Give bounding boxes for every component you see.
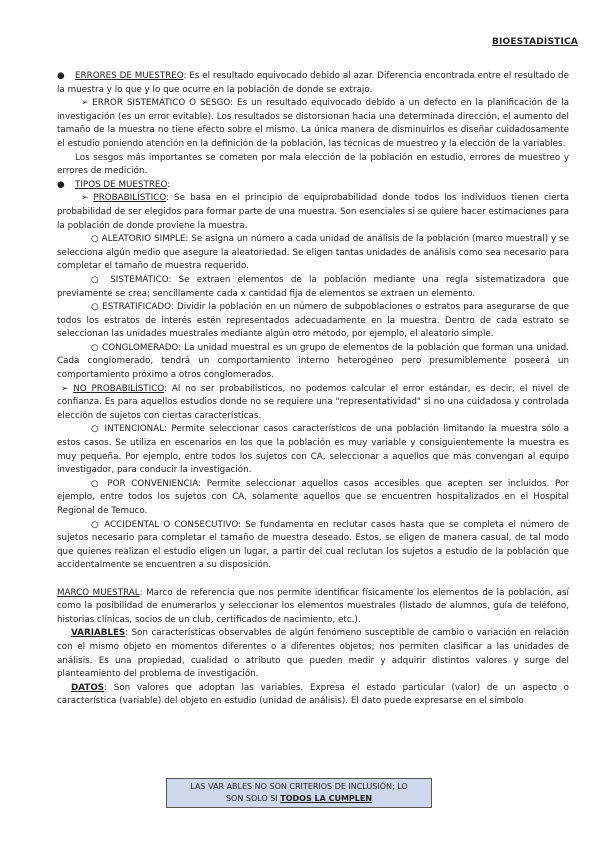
spacer: [57, 573, 569, 587]
page-header-title: BIOESTADÍSTICA: [491, 37, 578, 47]
arrow-icon: ➢: [81, 193, 94, 204]
datos-paragraph: [57, 682, 569, 709]
tipos-colon: :: [167, 179, 171, 190]
no-probabilistico-title: NO PROBABILÍSTICO: [73, 383, 165, 394]
error-sistematico-paragraph: ➢ ERROR SISTEMÁTICO O SESGO: Es un resultado equivocado debido a un defecto en la planificación de la investigación (es un error evitable). Los resultados se distorsionan hacia una determinada dirección, el aumento del tamaño de la muestra no tiene efecto sobre el mismo. La única manera de disminuirlos es diseñar cuidadosamente el estudio poniendo atención en la definición de la población, las técnicas de muestreo y la elección de la variables.: [57, 98, 569, 149]
accidental-paragraph: ○ ACCIDENTAL O CONSECUTIVO: Se fundamenta en reclutar casos hasta que se completa el número de sujetos necesario para completar el tamaño de muestra deseado. Estos, se eligen de manera casual, de tal modo que quienes realizan el estudio eligen un lugar, a partir del cual reclutan los sujetos a estudio de la población que accidentalmente se encuentren a su disposición.: [57, 519, 569, 571]
conveniencia-paragraph: ○ POR CONVENIENCIA: Permite seleccionar aquellos casos accesibles que acepten ser incluidos. Por ejemplo, entre todos los sujetos con CA, solamente aquellos que se encuentren hospitalizados en el Hospital Regional de Temuco.: [57, 478, 569, 516]
bullet-icon: ●: [57, 71, 65, 81]
tipos-title: TIPOS DE MUESTREO: [75, 179, 168, 190]
probabilistico-paragraph: [57, 192, 569, 233]
variables-text: : Son características observables de algún fenómeno susceptible de cambio o variación en relación con el mismo objeto en momentos diferentes o a diferentes objetos; nos permiten clasificar a las unidades de análisis. Es una propiedad, cualidad o atributo que pueden medir y adquirir distintos valores y surge del planteamiento del problema de investigación.: [57, 628, 569, 680]
document-body: [57, 70, 569, 709]
no-probabilistico-text: : Al no ser probabilísticos, no podemos calcular el error estándar, es decir, el nivel de confianza. Es para aquellos estudios donde no se requiere una "representatividad" si no una cuidadosa y controlada elección de sujetos con ciertas características.: [57, 383, 569, 421]
note-emphasis: TODOS LA CUMPLEN: [280, 794, 373, 803]
conglomerado-paragraph: ○ CONGLOMERADO: La unidad muestral es un grupo de elementos de la población que forman una unidad. Cada conglomerado, tendrá un comportamiento interno heterogéneo pero presumiblemente poseerá un comportamiento próximo a otros conglomerados.: [57, 342, 569, 381]
note-line-1: LAS VAR ABLES NO SON CRITERIOS DE INCLUSIÓN; LO: [190, 782, 408, 791]
note-line-2-prefix: SON SOLO SI: [225, 794, 281, 803]
note-box: [166, 778, 432, 808]
errores-paragraph: [57, 70, 569, 97]
sesgos-paragraph: Los sesgos más importantes se cometen por mala elección de la población en estudio, errores de muestreo y errores de medición.: [57, 152, 569, 177]
estratificado-paragraph: ○ ESTRATIFICADO: Dividir la población en un número de subpoblaciones o estratos para asegurarse de que todos los estratos de interés estén representados adecuadamente en la muestra. Dentro de cada estrato se seleccionan las unidades muestrales mediante algún otro método, por ejemplo, el aleatorio simple.: [57, 302, 569, 340]
errores-title: ERRORES DE MUESTREO: [75, 71, 184, 81]
probabilistico-text: : Se basa en el principio de equiprobabilidad donde todos los individuos tienen cierta probabilidad de ser elegidos para formar parte de una muestra. Son esenciales si se quiere hacer estimaciones para la población de donde proviene la muestra.: [57, 193, 569, 231]
arrow-icon: ➢: [61, 383, 74, 394]
marco-muestral-text: : Marco de referencia que nos permite identificar físicamente los elementos de la población, así como la posibilidad de enumerarlos y seleccionar los elementos muestrales (listado de alumnos, guía de teléfono, historias clínicas, socios de un club, certificados de nacimiento, etc.).: [57, 587, 569, 625]
variables-paragraph: [57, 627, 569, 681]
bullet-icon: ●: [57, 179, 65, 190]
errores-text: : Es el resultado equivocado debido al azar. Diferencia encontrada entre el resultado de la muestra y lo que y lo que ocurre en la población de donde se extrajo.: [57, 71, 569, 95]
no-probabilistico-paragraph: [57, 383, 569, 424]
marco-muestral-paragraph: [57, 587, 569, 628]
intencional-paragraph: ○ INTENCIONAL: Permite seleccionar casos característicos de una población limitando la muestra sólo a estos casos. Se utiliza en escenarios en los que la población es muy variable y consiguientemente la muestra es muy pequeña. Por ejemplo, entre todos los sujetos con CA, seleccionar a aquellos que más convengan al equipo investigador, para conducir la investigación.: [57, 424, 569, 476]
sistematico-paragraph: ○ SISTEMÁTICO: Se extraen elementos de la población mediante una regla sistematizadora que previamente se crea; sencillamente cada x cantidad fija de elementos se extraen un elemento.: [57, 274, 569, 299]
datos-text: : Son valores que adoptan las variables. Expresa el estado particular (valor) de un aspecto o característica (variable) del objeto en estudio (unidad de análisis). El dato puede expresarse en el símbolo: [57, 682, 569, 707]
datos-title: DATOS: [71, 682, 105, 693]
probabilistico-title: PROBABILÍSTICO: [93, 193, 167, 204]
note-line-2: [171, 793, 427, 805]
tipos-heading: [57, 179, 569, 193]
marco-muestral-title: MARCO MUESTRAL: [57, 587, 140, 598]
aleatorio-simple-paragraph: ○ ALEATORIO SIMPLE: Se asigna un número a cada unidad de análisis de la población (marco muestral) y se selecciona algún medio que asegure la aleatoriedad. Se eligen tantas unidades de análisis como sea necesario para completar el tamaño de muestra requerido.: [57, 234, 569, 272]
variables-title: VARIABLES: [71, 628, 126, 639]
